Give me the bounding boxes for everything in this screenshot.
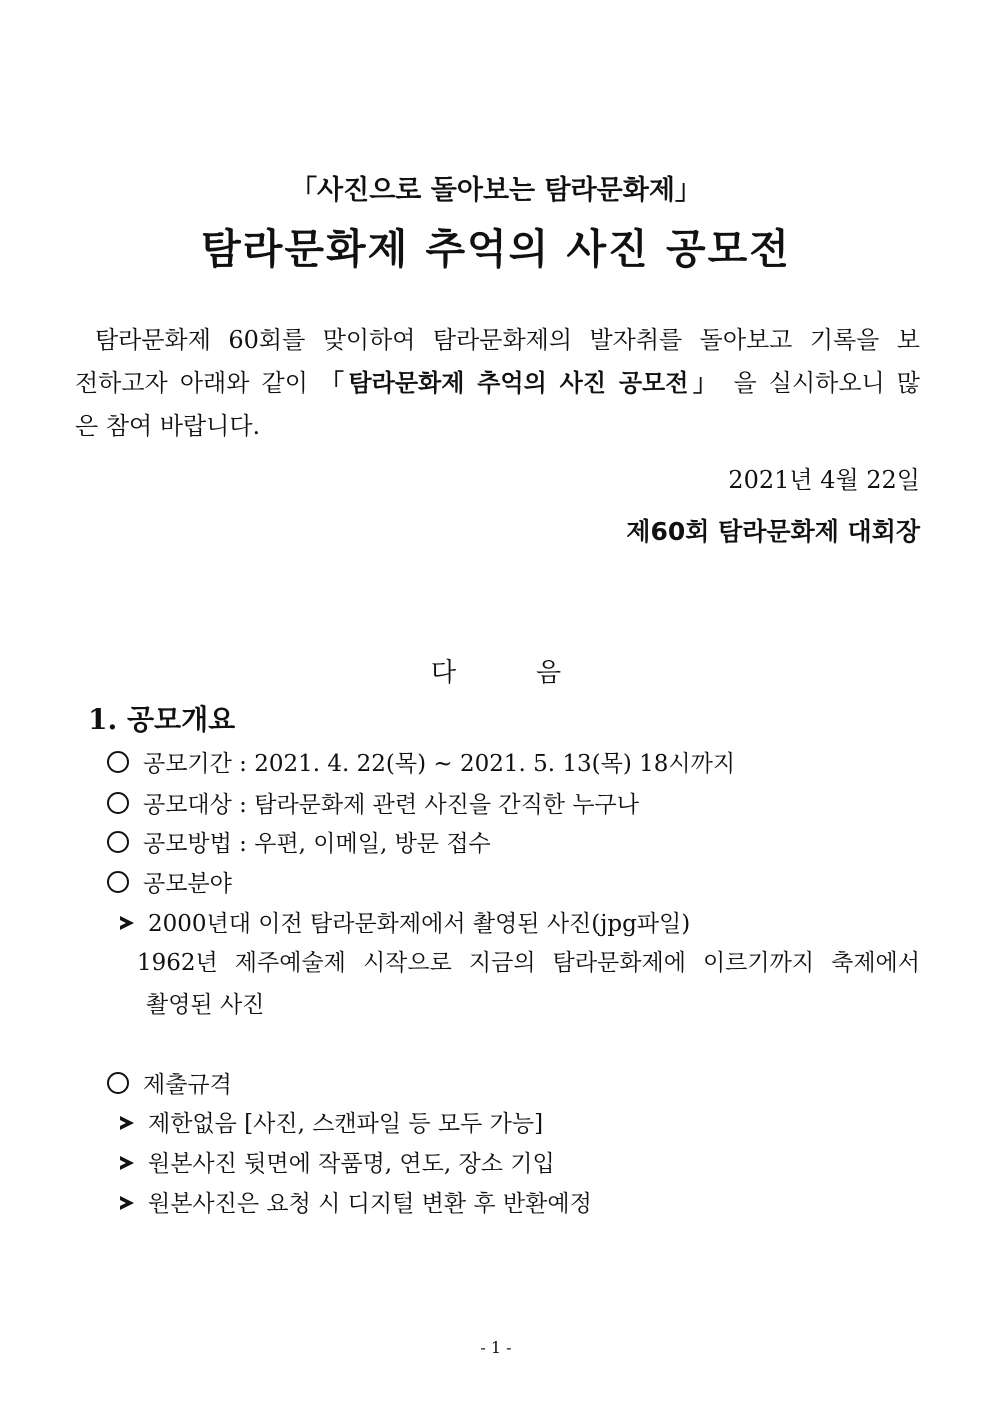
intro-line-2-start: 전하고자 아래와 같이 xyxy=(75,369,320,397)
arrow-bullet-icon xyxy=(120,916,134,930)
spec-bullet-1 xyxy=(120,1105,543,1138)
list-item-text: 제출규격 xyxy=(143,1072,232,1098)
circle-bullet-icon xyxy=(107,871,129,893)
list-item-text: 공모대상 : 탐라문화제 관련 사진을 간직한 누구나 xyxy=(143,792,639,818)
list-item-text: 공모분야 xyxy=(143,871,232,897)
spec-bullet-3 xyxy=(120,1185,592,1218)
document-title: 탐라문화제 추억의 사진 공모전 xyxy=(201,225,791,273)
document-subtitle: 「사진으로 돌아보는 탐라문화제」 xyxy=(290,175,702,206)
list-item-text: 공모기간 : 2021. 4. 22(목) ~ 2021. 5. 13(목) 18시까지 xyxy=(143,751,736,777)
announcement-date: 2021년 4월 22일 xyxy=(728,466,920,494)
circle-bullet-icon xyxy=(107,751,129,773)
list-item-period xyxy=(107,745,735,778)
circle-bullet-icon xyxy=(107,831,129,853)
spec-bullet-text: 원본사진은 요청 시 디지털 변환 후 반환예정 xyxy=(148,1191,592,1217)
field-description-line-1: 1962년 제주예술제 시작으로 지금의 탐라문화제에 이르기까지 축제에서 xyxy=(137,950,920,976)
intro-contest-name: 「탐라문화제 추억의 사진 공모전」 xyxy=(320,369,722,397)
arrow-bullet-icon xyxy=(120,1196,134,1210)
circle-bullet-icon xyxy=(107,792,129,814)
spec-bullet-text: 원본사진 뒷면에 작품명, 연도, 장소 기입 xyxy=(148,1151,555,1177)
field-bullet xyxy=(120,905,690,938)
field-description-line-2: 촬영된 사진 xyxy=(146,992,265,1018)
intro-line-3: 은 참여 바랍니다. xyxy=(75,412,261,440)
spec-bullet-2 xyxy=(120,1145,555,1178)
list-item-method xyxy=(107,825,491,858)
list-item-text: 공모방법 : 우편, 이메일, 방문 접수 xyxy=(143,831,491,857)
field-bullet-text: 2000년대 이전 탐라문화제에서 촬영된 사진(jpg파일) xyxy=(148,911,691,937)
list-item-target xyxy=(107,786,639,819)
notice-heading-char-1: 다 xyxy=(430,658,456,688)
circle-bullet-icon xyxy=(107,1072,129,1094)
intro-line-2-end: 을 실시하오니 많 xyxy=(721,369,920,397)
organizer-name: 제60회 탐라문화제 대회장 xyxy=(626,517,920,546)
spec-bullet-text: 제한없음 [사진, 스캔파일 등 모두 가능] xyxy=(148,1111,544,1137)
intro-line-2 xyxy=(75,363,920,398)
list-item-spec xyxy=(107,1066,232,1099)
notice-heading xyxy=(0,652,992,689)
page-number: - 1 - xyxy=(480,1338,512,1357)
arrow-bullet-icon xyxy=(120,1156,134,1170)
list-item-field xyxy=(107,865,232,898)
notice-heading-char-2: 음 xyxy=(536,658,562,688)
section-1-title: 1. 공모개요 xyxy=(88,703,236,736)
arrow-bullet-icon xyxy=(120,1116,134,1130)
intro-line-1: 탐라문화제 60회를 맞이하여 탐라문화제의 발자취를 돌아보고 기록을 보 xyxy=(95,326,920,354)
